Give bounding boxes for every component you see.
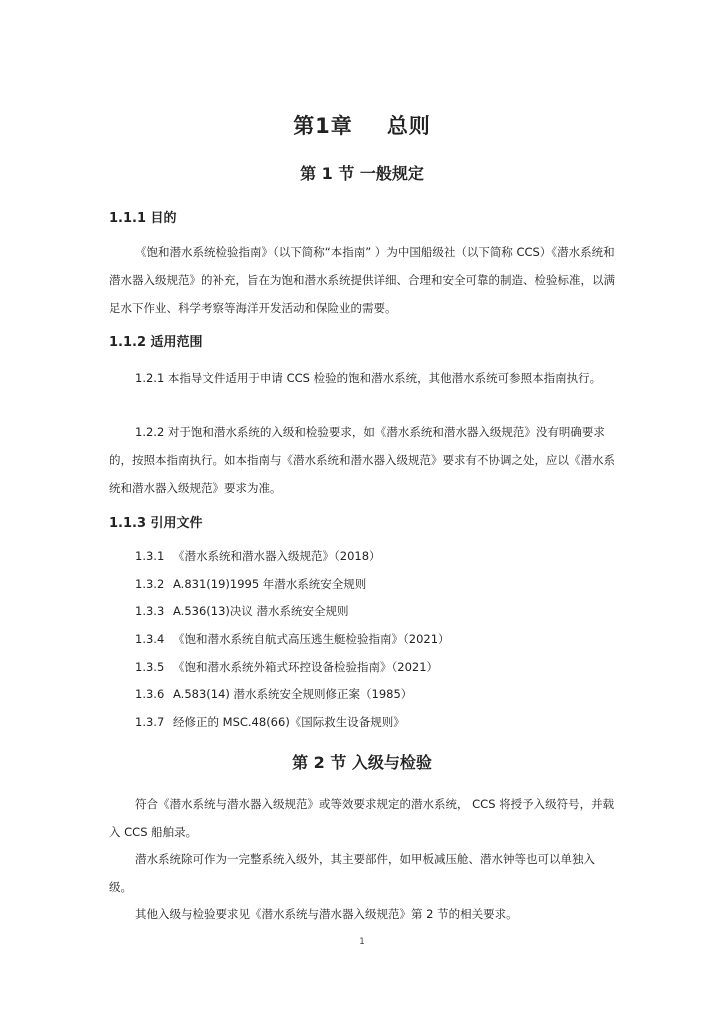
paragraph-classification-1: 符合《潜水系统与潜水器入级规范》或等效要求规定的潜水系统， CCS 将授予入级符号，并载入 CCS 船舶录。: [109, 797, 615, 839]
paragraph-scope-2: 1.2.2 对于饱和潜水系统的入级和检验要求，如《潜水系统和潜水器入级规范》没有明确要求的，按照本指南执行。如本指南与《潜水系统和潜水器入级规范》要求有不协调之处，应以《潜水系统和潜水器入级规范》要求为准。: [109, 425, 615, 495]
reference-list: [135, 543, 450, 737]
paragraph-purpose: 《饱和潜水系统检验指南》（以下简称“本指南” ）为中国船级社（以下简称 CCS）《潜水系统和潜水器入级规范》的补充，旨在为饱和潜水系统提供详细、合理和安全可靠的制造、检验标准，以满足水下作业、科学考察等海洋开发活动和保险业的需要。: [109, 245, 615, 315]
paragraph-scope-1: 1.2.1 本指导文件适用于申请 CCS 检验的饱和潜水系统，其他潜水系统可参照本指南执行。: [135, 371, 602, 385]
list-item: 1.3.2 A.831(19)1995 年潜水系统安全规则: [135, 576, 367, 591]
list-item: 1.3.3 A.536(13)决议 潜水系统安全规则: [135, 604, 349, 619]
paragraph-classification-2: 潜水系统除可作为一完整系统入级外，其主要部件，如甲板减压舱、潜水钟等也可以单独入级。: [109, 852, 595, 894]
heading-1-1-3: 1.1.3 引用文件: [109, 516, 203, 531]
heading-1-1-2: 1.1.2 适用范围: [109, 335, 203, 350]
list-item: 1.3.5 《饱和潜水系统外箱式环控设备检验指南》（2021）: [135, 659, 439, 674]
page-number: 1: [359, 937, 365, 947]
chapter-title: [0, 110, 724, 140]
heading-1-1-1: 1.1.1 目的: [109, 211, 177, 226]
chapter-name: 总则: [386, 114, 431, 138]
section-1-title: 第 1 节 一般规定: [300, 164, 424, 183]
section-2-title: 第 2 节 入级与检验: [292, 753, 432, 772]
chapter-number: 第1章: [293, 114, 353, 138]
list-item: 1.3.4 《饱和潜水系统自航式高压逃生艇检验指南》（2021）: [135, 632, 450, 647]
list-item: 1.3.7 经修正的 MSC.48(66)《国际救生设备规则》: [135, 715, 405, 730]
list-item: 1.3.1 《潜水系统和潜水器入级规范》（2018）: [135, 549, 381, 563]
list-item: 1.3.6 A.583(14) 潜水系统安全规则修正案（1985）: [135, 687, 413, 702]
paragraph-classification-3: 其他入级与检验要求见《潜水系统与潜水器入级规范》第 2 节的相关要求。: [135, 907, 518, 921]
